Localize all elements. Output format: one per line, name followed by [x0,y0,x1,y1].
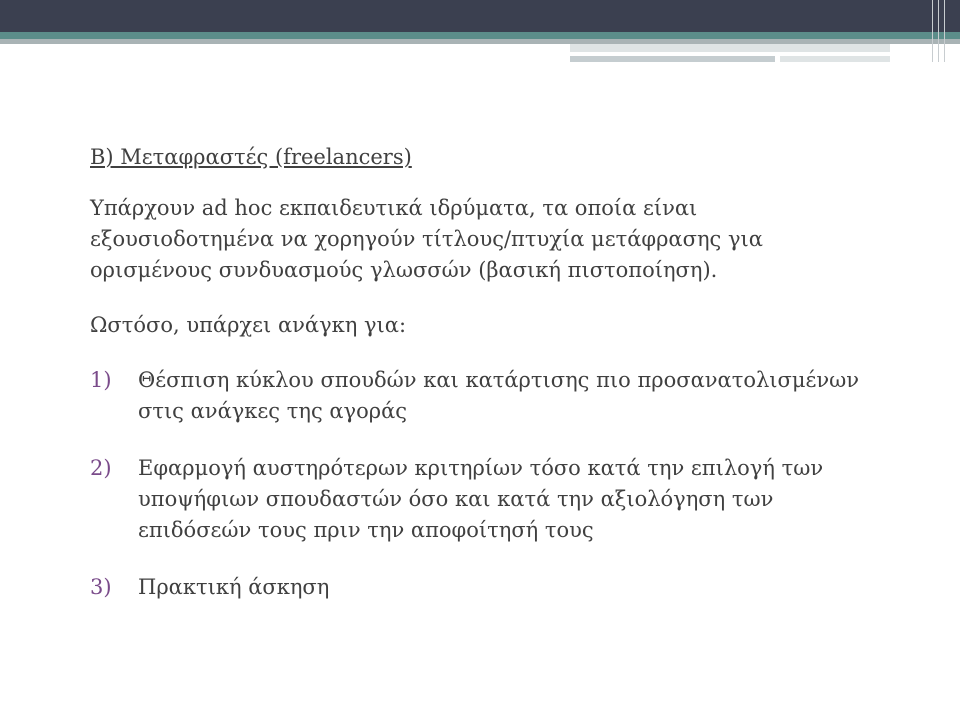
list-item-text: Πρακτική άσκηση [138,575,330,599]
header-decor-line [932,0,933,62]
header-decor-line [938,0,939,62]
list-item-text: Εφαρμογή αυστηρότερων κριτηρίων τόσο κατά την επιλογή των υποψήφιων σπουδαστών όσο και κατά την αξιολόγηση των επιδόσεών τους πριν την αποφοίτησή τους [138,456,824,542]
list-item [90,365,880,427]
list-item [90,572,880,603]
header-decor-line [944,0,945,62]
slide-content [90,142,880,629]
list-item-number: 1) [90,368,112,392]
slide-heading: Β) Μεταφραστές (freelancers) [90,145,412,169]
list-item-number: 2) [90,456,112,480]
list-item-number: 3) [90,575,112,599]
header-accent-bar-tertiary [780,56,890,62]
list-item [90,453,880,546]
header-teal-stripe [0,32,960,39]
header-accent-bar-secondary [570,56,775,62]
numbered-list [90,365,880,603]
list-item-text: Θέσπιση κύκλου σπουδών και κατάρτισης πιο προσανατολισμένων στις ανάγκες της αγοράς [138,368,860,423]
paragraph-intro: Υπάρχουν ad hoc εκπαιδευτικά ιδρύματα, τα οποία είναι εξουσιοδοτημένα να χορηγούν τίτλους/πτυχία μετάφρασης για ορισμένους συνδυασμούς γλωσσών (βασική πιστοποίηση). [90,196,763,282]
paragraph-need: Ωστόσο, υπάρχει ανάγκη για: [90,313,407,337]
header-accent-bar [570,44,890,52]
header-band [0,0,960,32]
